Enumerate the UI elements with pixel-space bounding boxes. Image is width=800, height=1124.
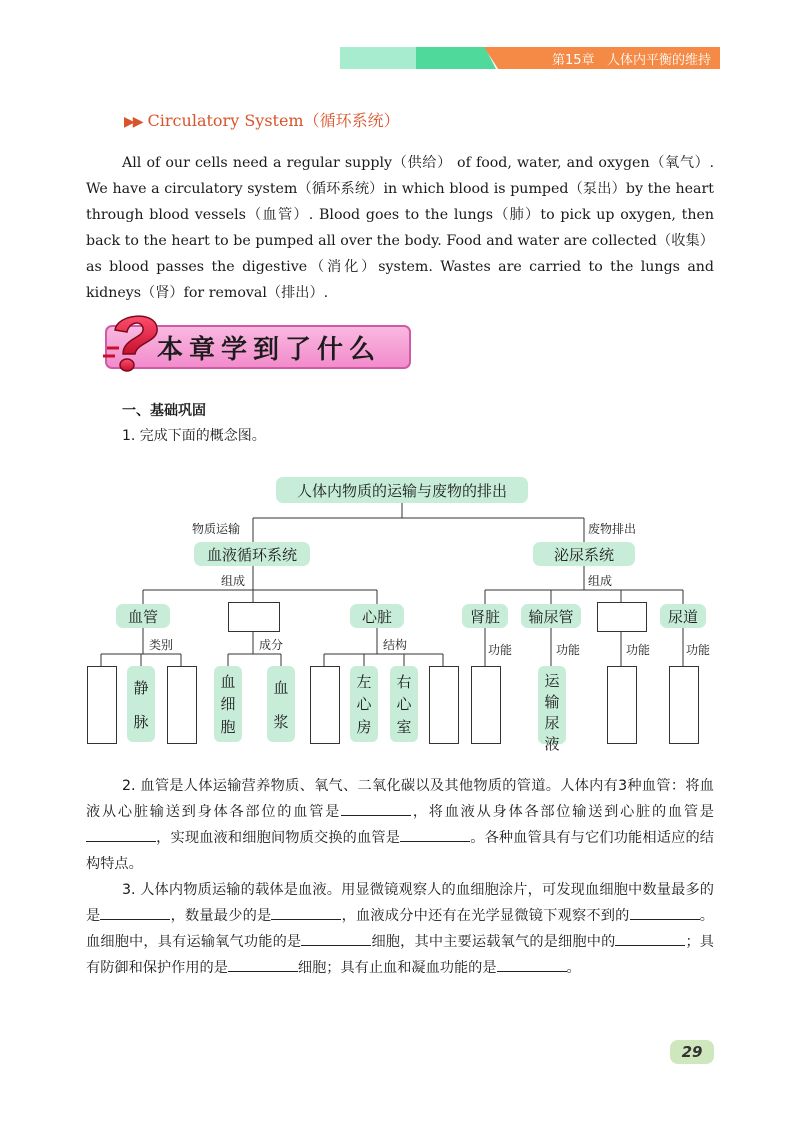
q3-part-1: 3. 人体内物质运输的载体是血液。用显微镜观察人的血细胞涂片，可发现血细胞中数量最多的是 [86, 882, 714, 924]
q3-part-2: ，数量最少的是 [170, 908, 272, 924]
blank-box-urethra-function [669, 666, 699, 744]
node-left-atrium [350, 666, 378, 742]
question-3 [86, 877, 714, 981]
right-ventricle-char-2: 心 [396, 695, 412, 714]
node-blood-cells [214, 666, 242, 742]
q3-part-4: 。血细胞中，具有运输氧气功能的是 [86, 908, 714, 950]
q3-blank-2[interactable] [271, 905, 341, 920]
label-material-transport: 物质运输 [192, 522, 241, 536]
header-chapter: 第15章 [552, 53, 595, 68]
right-ventricle-char-1: 右 [396, 672, 412, 691]
vein-char-1: 静 [133, 678, 149, 697]
label-function-2: 功能 [556, 643, 581, 657]
left-atrium-char-3: 房 [356, 718, 372, 737]
label-structure: 结构 [383, 638, 408, 652]
transport-urine-char-2: 输 [544, 693, 560, 711]
q3-part-6: ；具有防御和保护作用的是 [86, 934, 714, 976]
node-right-ventricle [390, 666, 418, 742]
part1-heading: 一、基础巩固 [122, 403, 206, 419]
node-plasma [267, 666, 295, 742]
label-component: 成分 [259, 638, 284, 652]
question-1: 1. 完成下面的概念图。 [122, 428, 266, 444]
q3-part-5: 细胞，其中主要运载氧气的是细胞中的 [371, 934, 616, 950]
double-arrow-icon: ▶▶ [124, 114, 142, 130]
blank-box-artery [87, 666, 117, 744]
label-compose-right: 组成 [588, 574, 613, 588]
q2-part-2: ，将血液从身体各部位输送到心脏的血管是 [411, 804, 714, 820]
node-blood-vessels: 血管 [116, 604, 170, 628]
q2-part-3: ，实现血液和细胞间物质交换的血管是 [156, 830, 401, 846]
label-function-4: 功能 [686, 643, 711, 657]
node-heart: 心脏 [350, 604, 404, 628]
section-paragraph-text: All of our cells need a regular supply（供给） of food, water, and oxygen（氧气）. We have a circulatory system（循环系统）in which blood is pumped（泵出）by the heart through blood vessels（血管）. Blood goes to the lungs（肺）to pick up oxygen, then back to the heart to be pumped all over the body. Food and water are collected（收集） as blood passes the digestive（消化）system. Wastes are carried to the lungs and kidneys（肾）for removal（排出）. [86, 155, 714, 301]
plasma-char-1: 血 [273, 678, 289, 697]
blank-box-right-atrium [310, 666, 340, 744]
node-kidney: 肾脏 [462, 604, 508, 628]
q3-blank-7[interactable] [497, 957, 567, 972]
blank-box-capillary [167, 666, 197, 744]
question-2 [86, 773, 714, 877]
section-paragraph [86, 150, 714, 306]
q2-part-4: 。各种血管具有与它们功能相适应的结构特点。 [86, 830, 714, 872]
q2-blank-1[interactable] [341, 801, 411, 816]
q3-blank-6[interactable] [228, 957, 298, 972]
node-root: 人体内物质的运输与废物的排出 [276, 477, 528, 503]
header-title: 人体内平衡的维持 [606, 53, 711, 68]
q3-part-3: ，血液成分中还有在光学显微镜下观察不到的 [341, 908, 630, 924]
node-urethra: 尿道 [660, 604, 706, 628]
label-function-1: 功能 [488, 643, 513, 657]
q3-part-8: 。 [566, 960, 581, 976]
q2-blank-2[interactable] [86, 827, 156, 842]
blood-cells-char-3: 胞 [220, 718, 236, 737]
transport-urine-char-4: 液 [544, 735, 560, 753]
blank-box-blood [228, 602, 280, 632]
transport-urine-char-3: 尿 [544, 714, 560, 732]
node-circulatory-system: 血液循环系统 [194, 542, 310, 566]
vein-char-2: 脉 [133, 712, 149, 731]
q3-blank-4[interactable] [301, 931, 371, 946]
node-vein [127, 666, 155, 742]
transport-urine-char-1: 运 [544, 672, 560, 690]
section-title [124, 108, 400, 131]
plasma-char-2: 浆 [273, 712, 289, 731]
label-function-3: 功能 [626, 643, 651, 657]
q3-blank-1[interactable] [100, 905, 170, 920]
header-text [552, 49, 711, 68]
q2-part-1: 2. 血管是人体运输营养物质、氧气、二氧化碳以及其他物质的管道。人体内有3种血管：将血液从心脏输送到身体各部位的血管是 [86, 778, 714, 820]
blood-cells-char-2: 细 [220, 695, 236, 714]
blank-box-left-ventricle [429, 666, 459, 744]
blank-box-bladder [597, 602, 647, 632]
q3-blank-5[interactable] [615, 931, 685, 946]
q3-blank-3[interactable] [630, 905, 700, 920]
node-ureter: 输尿管 [521, 604, 581, 628]
blank-box-bladder-function [607, 666, 637, 744]
banner-text: 本章学到了什么 [157, 335, 382, 365]
chapter-summary-banner [85, 308, 415, 370]
blank-box-kidney-function [471, 666, 501, 744]
section-title-text: Circulatory System（循环系统） [147, 111, 400, 130]
q2-blank-3[interactable] [400, 827, 470, 842]
left-atrium-char-1: 左 [356, 672, 372, 691]
blood-cells-char-1: 血 [220, 672, 236, 691]
node-transport-urine [538, 666, 566, 753]
node-urinary-system: 泌尿系统 [533, 542, 635, 566]
label-compose-left: 组成 [221, 574, 246, 588]
page-number: 29 [670, 1040, 714, 1064]
q3-part-7: 细胞；具有止血和凝血功能的是 [297, 960, 497, 976]
label-waste-excretion: 废物排出 [588, 522, 637, 536]
header-bar-green [416, 47, 496, 69]
left-atrium-char-2: 心 [356, 695, 372, 714]
label-category: 类别 [149, 638, 174, 652]
header-bar-light [340, 47, 420, 69]
right-ventricle-char-3: 室 [396, 718, 412, 737]
